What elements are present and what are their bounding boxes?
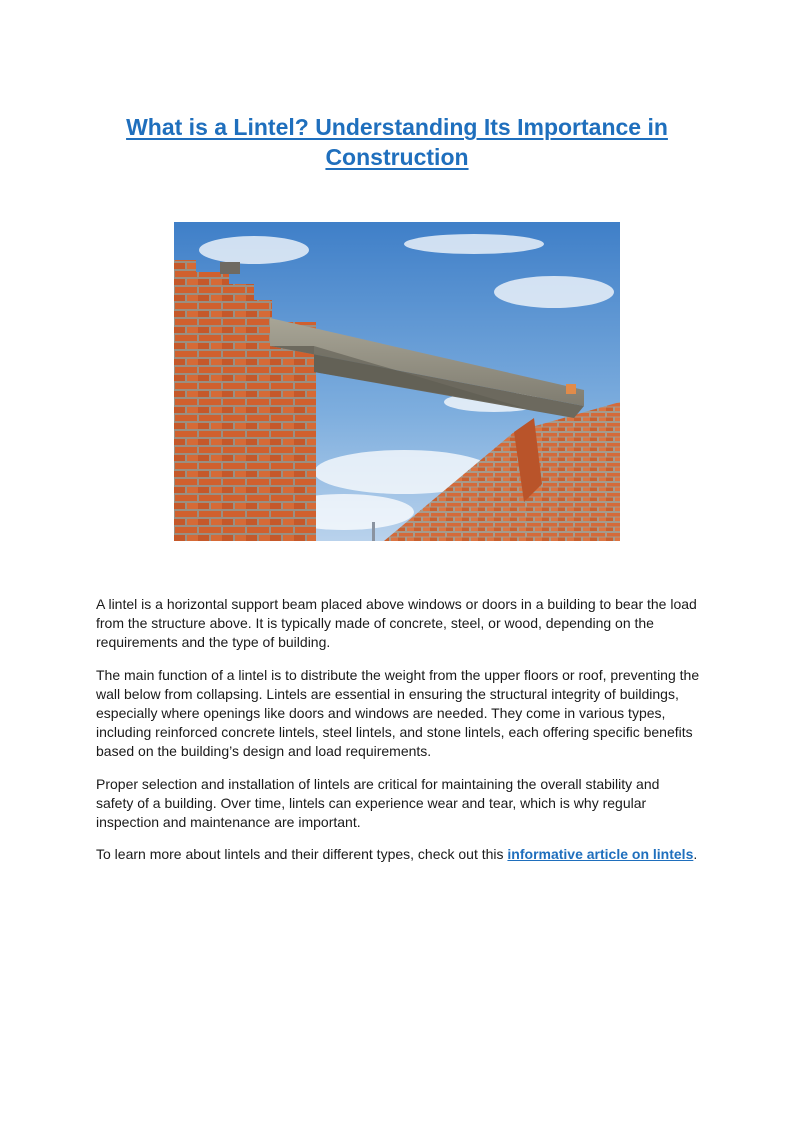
steel-rebar-end	[566, 384, 576, 394]
background-pole	[372, 522, 375, 541]
page-title	[96, 112, 698, 172]
article-link[interactable]: informative article on lintels	[507, 846, 694, 863]
learn-more-text: To learn more about lintels and their different types, check out this	[96, 846, 508, 863]
article-body	[96, 595, 700, 877]
paragraph-maintenance: Proper selection and installation of lintels are critical for maintaining the overall stability and safety of a building. Over time, lintels can experience wear and tear, which is why regular inspection and maintenance are important.	[96, 775, 660, 831]
title-link[interactable]: What is a Lintel? Understanding Its Importance in Construction	[126, 114, 668, 170]
paragraph-learn-more	[96, 845, 700, 864]
learn-more-end: .	[693, 846, 698, 863]
paragraph-function: The main function of a lintel is to distribute the weight from the upper floors or roof, preventing the wall below from collapsing. Lintels are essential in ensuring the structural integrity of buildings, especially where openings like doors and windows are needed. They come in various types, including reinforced concrete lintels, steel lintels, and stone lintels, each offering specific benefits based on the building’s design and load requirements.	[96, 666, 700, 760]
lintel-photo	[174, 222, 620, 541]
lintel-photo-illustration	[174, 222, 620, 541]
wall-cap-block	[220, 262, 240, 274]
paragraph-definition: A lintel is a horizontal support beam placed above windows or doors in a building to bear the load from the structure above. It is typically made of concrete, steel, or wood, depending on the requirements and the type of building.	[96, 596, 697, 651]
